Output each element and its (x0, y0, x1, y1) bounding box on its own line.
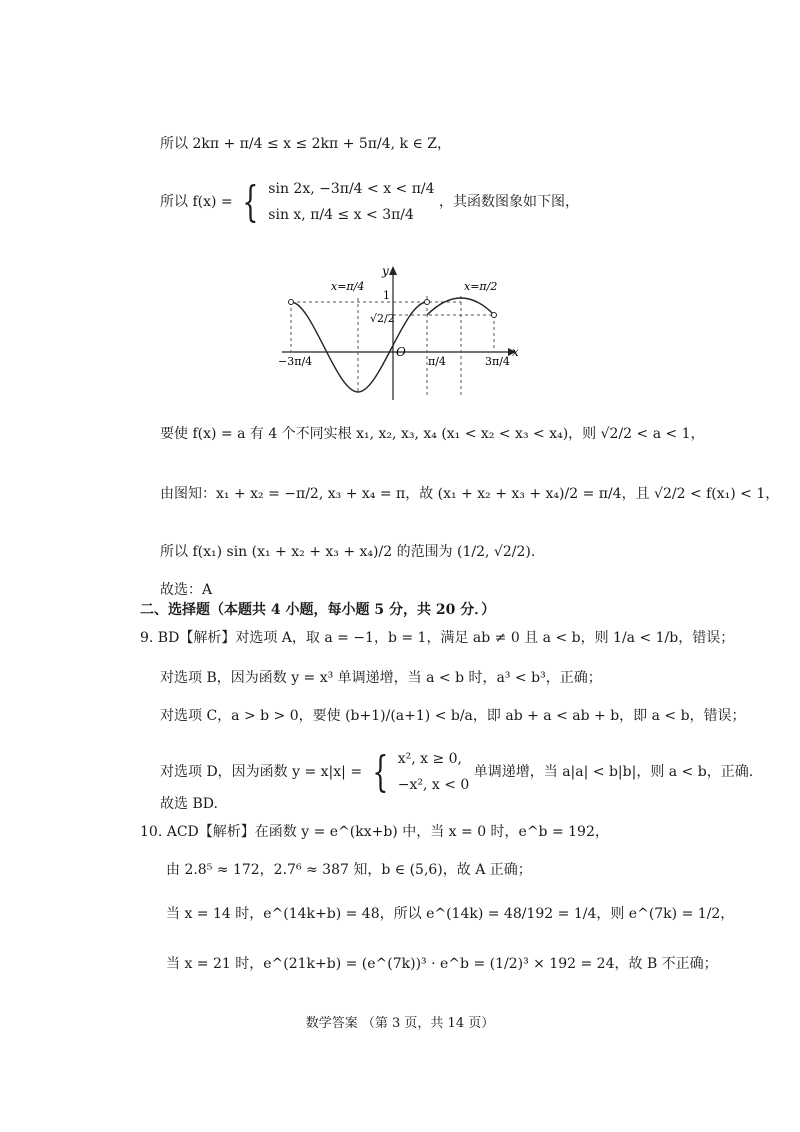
y-axis-arrow-icon (389, 266, 397, 275)
solution-text: 由图知：x₁ + x₂ = −π/2, x₃ + x₄ = π，故 (x₁ + x₂ + x₃ + x₄)/2 = π/4，且 √2/2 < f(x₁) < 1， (160, 486, 780, 502)
solution-line-4 (160, 484, 779, 504)
piecewise-suffix: ，其函数图象如下图， (439, 194, 580, 210)
case-1: x², x ≥ 0, (397, 751, 463, 767)
solution-line-3 (160, 424, 705, 444)
question-10-line-1 (140, 822, 609, 842)
label-x-pi2-line: x=π/2 (464, 280, 498, 293)
function-graph (0, 0, 800, 400)
question-9-line-1 (140, 628, 734, 648)
open-point-pi4 (425, 300, 430, 305)
solution-line-5 (160, 542, 535, 562)
question-9-answer (160, 794, 218, 814)
solution-text: 对选项 B，因为函数 y = x³ 单调递增，当 a < b 时，a³ < b³，正确； (160, 670, 602, 686)
page-footer: 数学答案 （第 3 页，共 14 页） (305, 1016, 495, 1031)
tick-label-pi4: π/4 (428, 355, 446, 368)
solution-text: 所以 f(x₁) sin (x₁ + x₂ + x₃ + x₄)/2 的范围为 (1/2, √2/2). (160, 544, 536, 560)
open-point-3pi4 (492, 313, 497, 318)
solution-text: 9. BD【解析】对选项 A，取 a = −1，b = 1，满足 ab ≠ 0 且 a < b，则 1/a < 1/b，错误； (140, 630, 735, 646)
label-x-pi4-line: x=π/4 (331, 280, 365, 293)
left-brace-icon: { (371, 747, 388, 796)
origin-label: O (396, 345, 406, 359)
section-title: 二、选择题（本题共 4 小题，每小题 5 分，共 20 分．） (140, 602, 496, 618)
piecewise-prefix: 所以 f(x) = (160, 194, 233, 210)
tick-label-sqrt2-over-2: √2/2 (370, 312, 395, 325)
question-10-line-4 (166, 954, 718, 974)
solution-text: 当 x = 14 时，e^(14k+b) = 48，所以 e^(14k) = 48/192 = 1/4，则 e^(7k) = 1/2， (166, 906, 735, 922)
x-axis-label: x (512, 345, 519, 359)
question-10-line-2 (166, 860, 532, 880)
option-d-suffix: 单调递增，当 a|a| < b|b|，则 a < b，正确. (473, 764, 754, 780)
solution-text: 当 x = 21 时，e^(21k+b) = (e^(7k))³ · e^b = (1/2)³ × 192 = 24，故 B 不正确； (166, 956, 718, 972)
solution-text: 10. ACD【解析】在函数 y = e^(kx+b) 中，当 x = 0 时，e^b = 192， (140, 824, 609, 840)
tick-label-3pi4: 3π/4 (485, 355, 510, 368)
case-1: sin 2x, −3π/4 < x < π/4 (268, 181, 435, 197)
solution-text: 要使 f(x) = a 有 4 个不同实根 x₁, x₂, x₃, x₄ (x₁ < x₂ < x₃ < x₄)，则 √2/2 < a < 1， (160, 426, 705, 442)
question-9-option-d (160, 746, 753, 798)
question-9-option-b (160, 668, 602, 688)
section-heading (140, 600, 495, 620)
piecewise-cases (398, 746, 470, 798)
tick-label-neg-3pi4: −3π/4 (278, 355, 313, 368)
left-brace-icon: { (242, 177, 259, 226)
solution-text: 故选 BD. (160, 796, 218, 812)
curve-sinx (427, 298, 494, 315)
question-9-option-c (160, 706, 746, 726)
y-axis-label: y (382, 264, 389, 278)
case-2: −x², x < 0 (397, 777, 470, 793)
solution-text: 对选项 C，a > b > 0，要使 (b+1)/(a+1) < b/a，即 ab + a < ab + b，即 a < b，错误； (160, 708, 746, 724)
answer-choice-a (160, 580, 212, 600)
question-10-line-3 (166, 904, 734, 924)
tick-label-1: 1 (383, 289, 390, 302)
open-point-left (289, 300, 294, 305)
solution-text: 所以 2kπ + π/4 ≤ x ≤ 2kπ + 5π/4, k ∈ Z， (160, 136, 451, 152)
option-d-prefix: 对选项 D，因为函数 y = x|x| = (160, 764, 363, 780)
solution-text: 故选：A (160, 582, 213, 598)
case-2: sin x, π/4 ≤ x < 3π/4 (268, 207, 414, 223)
solution-text: 由 2.8⁵ ≈ 172，2.7⁶ ≈ 387 知，b ∈ (5,6)，故 A 正确； (166, 862, 532, 878)
